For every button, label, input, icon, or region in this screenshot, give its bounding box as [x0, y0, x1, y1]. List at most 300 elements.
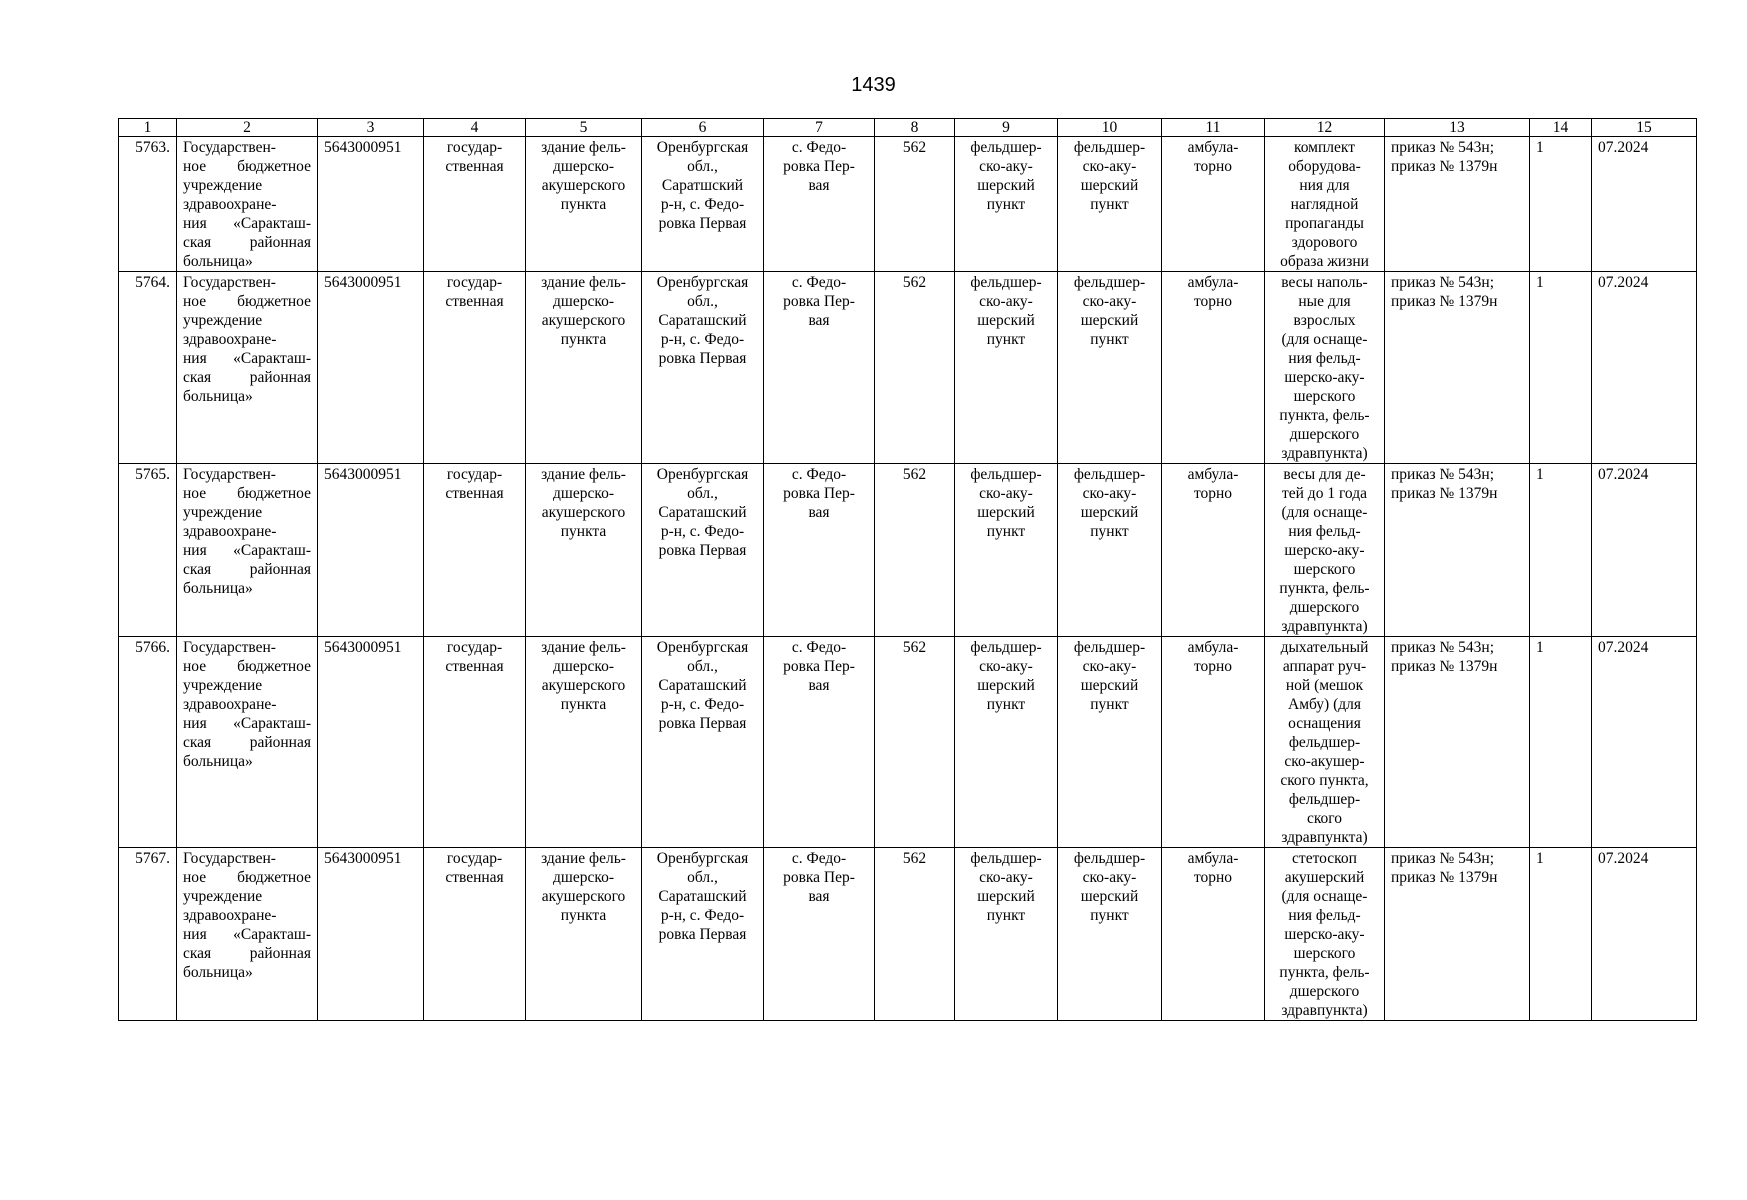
cell-equipment-line: фельдшер- — [1288, 734, 1361, 751]
cell-locality-line: ровка Пер- — [783, 485, 855, 502]
cell-address-line: р-н, с. Федо- — [660, 196, 745, 213]
cell-number: 5766. — [119, 637, 177, 848]
cell-equipment-line: наглядной — [1290, 196, 1359, 213]
cell-organization-line: Государствен- — [183, 850, 276, 867]
cell-locality — [764, 464, 875, 637]
column-header: 15 — [1592, 119, 1697, 137]
cell-organization-line: ния «Саракташ- — [183, 926, 311, 943]
cell-address-line: Сараташский — [658, 504, 747, 521]
cell-equipment-line: взрослых — [1293, 312, 1356, 329]
cell-equipment-line: дшерского — [1289, 599, 1360, 616]
cell-organization — [177, 848, 318, 1021]
cell-care-form-line: торно — [1193, 485, 1233, 502]
cell-order-line: приказ № 1379н — [1391, 293, 1498, 310]
cell-building — [526, 464, 642, 637]
cell-ownership-line: ственная — [445, 658, 504, 675]
cell-equipment-line: (для оснаще- — [1281, 504, 1368, 521]
cell-date: 07.2024 — [1592, 137, 1697, 272]
column-header-row — [119, 119, 1697, 137]
cell-facility-type-line: шерский — [977, 504, 1035, 521]
cell-address-line: Оренбургская — [656, 274, 749, 291]
cell-equipment-line: весы наполь- — [1281, 274, 1368, 291]
cell-organization — [177, 464, 318, 637]
cell-equipment-line: пункта, фель- — [1279, 580, 1370, 597]
cell-facility-subtype-line: пункт — [1090, 696, 1129, 713]
cell-organization-line: больница» — [183, 388, 253, 405]
cell-equipment-line: стетоскоп — [1292, 850, 1357, 867]
cell-equipment-line: оснащения — [1288, 715, 1361, 732]
cell-building-line: дшерско- — [553, 158, 614, 175]
cell-facility-type-line: шерский — [977, 677, 1035, 694]
column-header: 6 — [642, 119, 764, 137]
cell-ownership-line: государ- — [446, 639, 503, 656]
cell-organization-line: ская районная — [183, 369, 311, 386]
cell-ownership-line: ственная — [445, 293, 504, 310]
table-row — [119, 464, 1697, 637]
cell-equipment-line: ния для — [1299, 177, 1350, 194]
cell-equipment-line: пропаганды — [1285, 215, 1364, 232]
cell-ownership — [424, 137, 526, 272]
cell-locality — [764, 137, 875, 272]
cell-order — [1385, 464, 1530, 637]
cell-address-line: обл., — [687, 158, 718, 175]
cell-organization-line: больница» — [183, 753, 253, 770]
cell-organization-line: ская районная — [183, 734, 311, 751]
cell-organization-line: здравоохране- — [183, 696, 277, 713]
cell-organization-line: ное бюджетное — [183, 658, 311, 675]
cell-quantity: 1 — [1530, 637, 1592, 848]
cell-equipment-line: образа жизни — [1280, 253, 1369, 270]
cell-building-line: здание фель- — [541, 274, 626, 291]
cell-equipment — [1265, 637, 1385, 848]
cell-facility-subtype-line: шерский — [1080, 504, 1139, 521]
cell-facility-subtype-line: пункт — [1090, 196, 1129, 213]
cell-building-line: акушерского — [541, 312, 626, 329]
cell-building — [526, 137, 642, 272]
cell-locality — [764, 637, 875, 848]
cell-organization-line: ное бюджетное — [183, 293, 311, 310]
cell-facility-type-line: фельдшер- — [970, 466, 1042, 483]
cell-facility-type-line: фельдшер- — [970, 850, 1042, 867]
table-row — [119, 137, 1697, 272]
cell-equipment-line: весы для де- — [1283, 466, 1366, 483]
cell-ownership — [424, 272, 526, 464]
cell-equipment-line: Амбу) (для — [1288, 696, 1361, 713]
cell-facility-type-line: фельдшер- — [970, 139, 1042, 156]
cell-equipment — [1265, 464, 1385, 637]
cell-ownership — [424, 637, 526, 848]
cell-equipment-line: шерско-аку- — [1284, 542, 1365, 559]
cell-equipment-line: акушерский — [1284, 869, 1365, 886]
cell-building — [526, 637, 642, 848]
cell-locality-line: с. Федо- — [791, 639, 847, 656]
cell-quantity: 1 — [1530, 464, 1592, 637]
cell-order — [1385, 272, 1530, 464]
cell-care-form-line: торно — [1193, 293, 1233, 310]
cell-building-line: акушерского — [541, 888, 626, 905]
cell-locality-line: вая — [808, 504, 830, 521]
cell-code: 562 — [875, 464, 955, 637]
cell-locality-line: с. Федо- — [791, 139, 847, 156]
cell-facility-type — [955, 637, 1058, 848]
cell-organization — [177, 637, 318, 848]
cell-building-line: дшерско- — [553, 293, 614, 310]
cell-address — [642, 137, 764, 272]
cell-building — [526, 848, 642, 1021]
cell-address-line: р-н, с. Федо- — [660, 907, 745, 924]
cell-organization-line: больница» — [183, 253, 253, 270]
cell-address-line: обл., — [687, 485, 718, 502]
cell-organization-line: учреждение — [183, 888, 263, 905]
cell-facility-type-line: фельдшер- — [970, 274, 1042, 291]
cell-building-line: дшерско- — [553, 869, 614, 886]
cell-locality — [764, 272, 875, 464]
cell-equipment-line: дыхательный — [1280, 639, 1369, 656]
cell-equipment-line: фельдшер- — [1288, 791, 1361, 808]
cell-ownership-line: ственная — [445, 869, 504, 886]
cell-facility-subtype-line: пункт — [1090, 907, 1129, 924]
table-row — [119, 272, 1697, 464]
cell-organization-line: ния «Саракташ- — [183, 350, 311, 367]
column-header: 9 — [955, 119, 1058, 137]
cell-organization-line: ская районная — [183, 234, 311, 251]
cell-address-line: Сараташский — [658, 312, 747, 329]
column-header: 5 — [526, 119, 642, 137]
cell-facility-type — [955, 848, 1058, 1021]
cell-ownership — [424, 464, 526, 637]
cell-equipment-line: ния фельд- — [1288, 350, 1361, 367]
cell-facility-subtype-line: шерский — [1080, 677, 1139, 694]
cell-equipment-line: ского — [1306, 810, 1343, 827]
cell-inn: 5643000951 — [318, 848, 424, 1021]
cell-number: 5763. — [119, 137, 177, 272]
cell-order — [1385, 848, 1530, 1021]
cell-locality-line: с. Федо- — [791, 274, 847, 291]
cell-quantity: 1 — [1530, 272, 1592, 464]
cell-equipment-line: тей до 1 года — [1281, 485, 1367, 502]
cell-organization-line: учреждение — [183, 312, 263, 329]
cell-equipment — [1265, 272, 1385, 464]
cell-equipment-line: шерского — [1293, 388, 1356, 405]
cell-building-line: здание фель- — [541, 850, 626, 867]
cell-care-form — [1162, 848, 1265, 1021]
cell-order-line: приказ № 543н; — [1391, 274, 1495, 291]
cell-equipment-line: шерско-аку- — [1284, 926, 1365, 943]
cell-facility-subtype — [1058, 137, 1162, 272]
cell-facility-subtype-line: ско-аку- — [1082, 485, 1137, 502]
cell-building-line: акушерского — [541, 677, 626, 694]
cell-address-line: Саратшский — [661, 177, 744, 194]
cell-care-form — [1162, 137, 1265, 272]
cell-facility-type-line: пункт — [986, 523, 1026, 540]
cell-order — [1385, 137, 1530, 272]
cell-order-line: приказ № 543н; — [1391, 466, 1495, 483]
cell-organization-line: Государствен- — [183, 139, 276, 156]
cell-inn: 5643000951 — [318, 637, 424, 848]
cell-equipment-line: ной (мешок — [1285, 677, 1364, 694]
cell-facility-subtype — [1058, 272, 1162, 464]
cell-equipment-line: здравпункта) — [1281, 1002, 1368, 1019]
cell-organization-line: Государствен- — [183, 466, 276, 483]
cell-inn: 5643000951 — [318, 272, 424, 464]
cell-order-line: приказ № 1379н — [1391, 869, 1498, 886]
cell-equipment-line: здравпункта) — [1281, 445, 1368, 462]
cell-order — [1385, 637, 1530, 848]
cell-building — [526, 272, 642, 464]
cell-equipment-line: ные для — [1298, 293, 1351, 310]
cell-facility-type — [955, 137, 1058, 272]
cell-care-form-line: амбула- — [1187, 466, 1239, 483]
cell-facility-subtype-line: фельдшер- — [1073, 639, 1146, 656]
cell-address-line: Оренбургская — [656, 139, 749, 156]
cell-equipment-line: (для оснаще- — [1281, 331, 1368, 348]
column-header: 10 — [1058, 119, 1162, 137]
column-header: 4 — [424, 119, 526, 137]
cell-building-line: пункта — [560, 907, 607, 924]
cell-number: 5767. — [119, 848, 177, 1021]
cell-organization-line: больница» — [183, 580, 253, 597]
cell-locality-line: ровка Пер- — [783, 293, 855, 310]
table-row — [119, 637, 1697, 848]
cell-organization-line: здравоохране- — [183, 331, 277, 348]
cell-facility-type-line: шерский — [977, 312, 1035, 329]
cell-care-form — [1162, 637, 1265, 848]
cell-organization — [177, 272, 318, 464]
cell-equipment-line: ния фельд- — [1288, 907, 1361, 924]
cell-care-form-line: амбула- — [1187, 274, 1239, 291]
cell-facility-subtype-line: ско-аку- — [1082, 158, 1137, 175]
cell-number: 5764. — [119, 272, 177, 464]
cell-care-form — [1162, 464, 1265, 637]
cell-number: 5765. — [119, 464, 177, 637]
cell-organization-line: Государствен- — [183, 274, 276, 291]
cell-facility-type-line: шерский — [977, 177, 1035, 194]
cell-address-line: Оренбургская — [656, 850, 749, 867]
column-header: 12 — [1265, 119, 1385, 137]
cell-locality-line: ровка Пер- — [783, 658, 855, 675]
cell-facility-subtype-line: фельдшер- — [1073, 139, 1146, 156]
cell-locality — [764, 848, 875, 1021]
cell-equipment-line: шерско-аку- — [1284, 369, 1365, 386]
cell-order-line: приказ № 1379н — [1391, 658, 1498, 675]
cell-organization-line: ния «Саракташ- — [183, 215, 311, 232]
cell-ownership-line: ственная — [445, 158, 504, 175]
cell-facility-subtype-line: ско-аку- — [1082, 869, 1137, 886]
cell-ownership-line: государ- — [446, 850, 503, 867]
cell-address-line: ровка Первая — [658, 715, 747, 732]
cell-address-line: р-н, с. Федо- — [660, 331, 745, 348]
cell-equipment-line: дшерского — [1289, 426, 1360, 443]
cell-equipment-line: ского пункта, — [1280, 772, 1369, 789]
cell-facility-subtype-line: пункт — [1090, 523, 1129, 540]
cell-address-line: Оренбургская — [656, 466, 749, 483]
cell-care-form-line: торно — [1193, 658, 1233, 675]
cell-building-line: пункта — [560, 523, 607, 540]
cell-address-line: обл., — [687, 658, 718, 675]
cell-ownership-line: государ- — [446, 466, 503, 483]
cell-facility-type — [955, 464, 1058, 637]
cell-address-line: ровка Первая — [658, 215, 747, 232]
cell-equipment-line: ния фельд- — [1288, 523, 1361, 540]
cell-facility-subtype-line: пункт — [1090, 331, 1129, 348]
cell-building-line: пункта — [560, 196, 607, 213]
cell-care-form-line: торно — [1193, 869, 1233, 886]
cell-ownership-line: ственная — [445, 485, 504, 502]
cell-facility-type-line: ско-аку- — [979, 869, 1033, 886]
cell-organization-line: учреждение — [183, 177, 263, 194]
cell-care-form — [1162, 272, 1265, 464]
cell-organization-line: ская районная — [183, 945, 311, 962]
cell-address — [642, 272, 764, 464]
cell-equipment-line: здравпункта) — [1281, 829, 1368, 846]
cell-facility-subtype-line: ско-аку- — [1082, 658, 1137, 675]
column-header: 1 — [119, 119, 177, 137]
cell-address-line: ровка Первая — [658, 542, 747, 559]
cell-locality-line: с. Федо- — [791, 466, 847, 483]
cell-facility-subtype-line: фельдшер- — [1073, 274, 1146, 291]
cell-building-line: акушерского — [541, 504, 626, 521]
column-header: 13 — [1385, 119, 1530, 137]
cell-date: 07.2024 — [1592, 848, 1697, 1021]
cell-organization — [177, 137, 318, 272]
column-header: 11 — [1162, 119, 1265, 137]
cell-address — [642, 848, 764, 1021]
cell-organization-line: ное бюджетное — [183, 158, 311, 175]
cell-building-line: пункта — [560, 696, 607, 713]
cell-equipment-line: оборудова- — [1288, 158, 1361, 175]
cell-equipment-line: шерского — [1293, 945, 1356, 962]
cell-address-line: р-н, с. Федо- — [660, 523, 745, 540]
cell-building-line: акушерского — [541, 177, 626, 194]
cell-ownership-line: государ- — [446, 139, 503, 156]
cell-organization-line: здравоохране- — [183, 196, 277, 213]
cell-facility-type-line: фельдшер- — [970, 639, 1042, 656]
cell-building-line: дшерско- — [553, 658, 614, 675]
cell-order-line: приказ № 1379н — [1391, 485, 1498, 502]
cell-facility-subtype-line: шерский — [1080, 888, 1139, 905]
cell-facility-type-line: ско-аку- — [979, 293, 1033, 310]
cell-organization-line: больница» — [183, 964, 253, 981]
cell-ownership-line: государ- — [446, 274, 503, 291]
cell-facility-subtype-line: фельдшер- — [1073, 850, 1146, 867]
cell-organization-line: здравоохране- — [183, 523, 277, 540]
cell-code: 562 — [875, 272, 955, 464]
cell-facility-type-line: шерский — [977, 888, 1035, 905]
cell-organization-line: ская районная — [183, 561, 311, 578]
cell-equipment — [1265, 137, 1385, 272]
cell-address-line: Сараташский — [658, 888, 747, 905]
cell-locality-line: ровка Пер- — [783, 158, 855, 175]
cell-organization-line: ное бюджетное — [183, 485, 311, 502]
cell-locality-line: вая — [808, 888, 830, 905]
cell-facility-type-line: ско-аку- — [979, 485, 1033, 502]
cell-date: 07.2024 — [1592, 464, 1697, 637]
cell-building-line: здание фель- — [541, 639, 626, 656]
cell-facility-subtype-line: ско-аку- — [1082, 293, 1137, 310]
cell-facility-subtype-line: шерский — [1080, 177, 1139, 194]
cell-facility-type-line: ско-аку- — [979, 158, 1033, 175]
cell-address-line: обл., — [687, 869, 718, 886]
cell-equipment-line: дшерского — [1289, 983, 1360, 1000]
cell-order-line: приказ № 543н; — [1391, 850, 1495, 867]
cell-organization-line: ния «Саракташ- — [183, 715, 311, 732]
cell-locality-line: с. Федо- — [791, 850, 847, 867]
cell-address-line: ровка Первая — [658, 350, 747, 367]
cell-care-form-line: амбула- — [1187, 850, 1239, 867]
cell-ownership — [424, 848, 526, 1021]
cell-facility-type — [955, 272, 1058, 464]
cell-locality-line: вая — [808, 677, 830, 694]
cell-facility-subtype — [1058, 464, 1162, 637]
cell-building-line: здание фель- — [541, 466, 626, 483]
cell-equipment-line: шерского — [1293, 561, 1356, 578]
cell-building-line: пункта — [560, 331, 607, 348]
cell-locality-line: вая — [808, 312, 830, 329]
cell-quantity: 1 — [1530, 137, 1592, 272]
cell-code: 562 — [875, 637, 955, 848]
cell-inn: 5643000951 — [318, 137, 424, 272]
cell-equipment-line: комплект — [1293, 139, 1356, 156]
column-header: 3 — [318, 119, 424, 137]
column-header: 14 — [1530, 119, 1592, 137]
cell-care-form-line: амбула- — [1187, 639, 1239, 656]
cell-organization-line: здравоохране- — [183, 907, 277, 924]
cell-care-form-line: торно — [1193, 158, 1233, 175]
cell-equipment-line: здорового — [1291, 234, 1358, 251]
cell-address-line: ровка Первая — [658, 926, 747, 943]
cell-care-form-line: амбула- — [1187, 139, 1239, 156]
cell-building-line: здание фель- — [541, 139, 626, 156]
cell-organization-line: учреждение — [183, 504, 263, 521]
cell-quantity: 1 — [1530, 848, 1592, 1021]
cell-facility-subtype — [1058, 848, 1162, 1021]
table-body — [119, 119, 1697, 1021]
column-header: 7 — [764, 119, 875, 137]
cell-address-line: Сараташский — [658, 677, 747, 694]
cell-date: 07.2024 — [1592, 272, 1697, 464]
cell-organization-line: учреждение — [183, 677, 263, 694]
cell-equipment-line: пункта, фель- — [1279, 407, 1370, 424]
cell-equipment-line: здравпункта) — [1281, 618, 1368, 635]
table-row — [119, 848, 1697, 1021]
cell-facility-subtype-line: шерский — [1080, 312, 1139, 329]
cell-facility-type-line: пункт — [986, 907, 1026, 924]
column-header: 2 — [177, 119, 318, 137]
cell-facility-type-line: пункт — [986, 696, 1026, 713]
cell-address — [642, 464, 764, 637]
cell-date: 07.2024 — [1592, 637, 1697, 848]
cell-equipment-line: пункта, фель- — [1279, 964, 1370, 981]
cell-inn: 5643000951 — [318, 464, 424, 637]
cell-facility-type-line: ско-аку- — [979, 658, 1033, 675]
cell-facility-type-line: пункт — [986, 331, 1026, 348]
cell-facility-subtype — [1058, 637, 1162, 848]
cell-equipment-line: (для оснаще- — [1281, 888, 1368, 905]
cell-address-line: обл., — [687, 293, 718, 310]
cell-locality-line: вая — [808, 177, 830, 194]
cell-equipment — [1265, 848, 1385, 1021]
cell-address — [642, 637, 764, 848]
cell-address-line: р-н, с. Федо- — [660, 696, 745, 713]
cell-equipment-line: ско-акушер- — [1284, 753, 1365, 770]
cell-order-line: приказ № 1379н — [1391, 158, 1498, 175]
page-number: 1439 — [851, 74, 896, 96]
cell-facility-type-line: пункт — [986, 196, 1026, 213]
cell-address-line: Оренбургская — [656, 639, 749, 656]
cell-code: 562 — [875, 137, 955, 272]
cell-order-line: приказ № 543н; — [1391, 139, 1495, 156]
cell-facility-subtype-line: фельдшер- — [1073, 466, 1146, 483]
